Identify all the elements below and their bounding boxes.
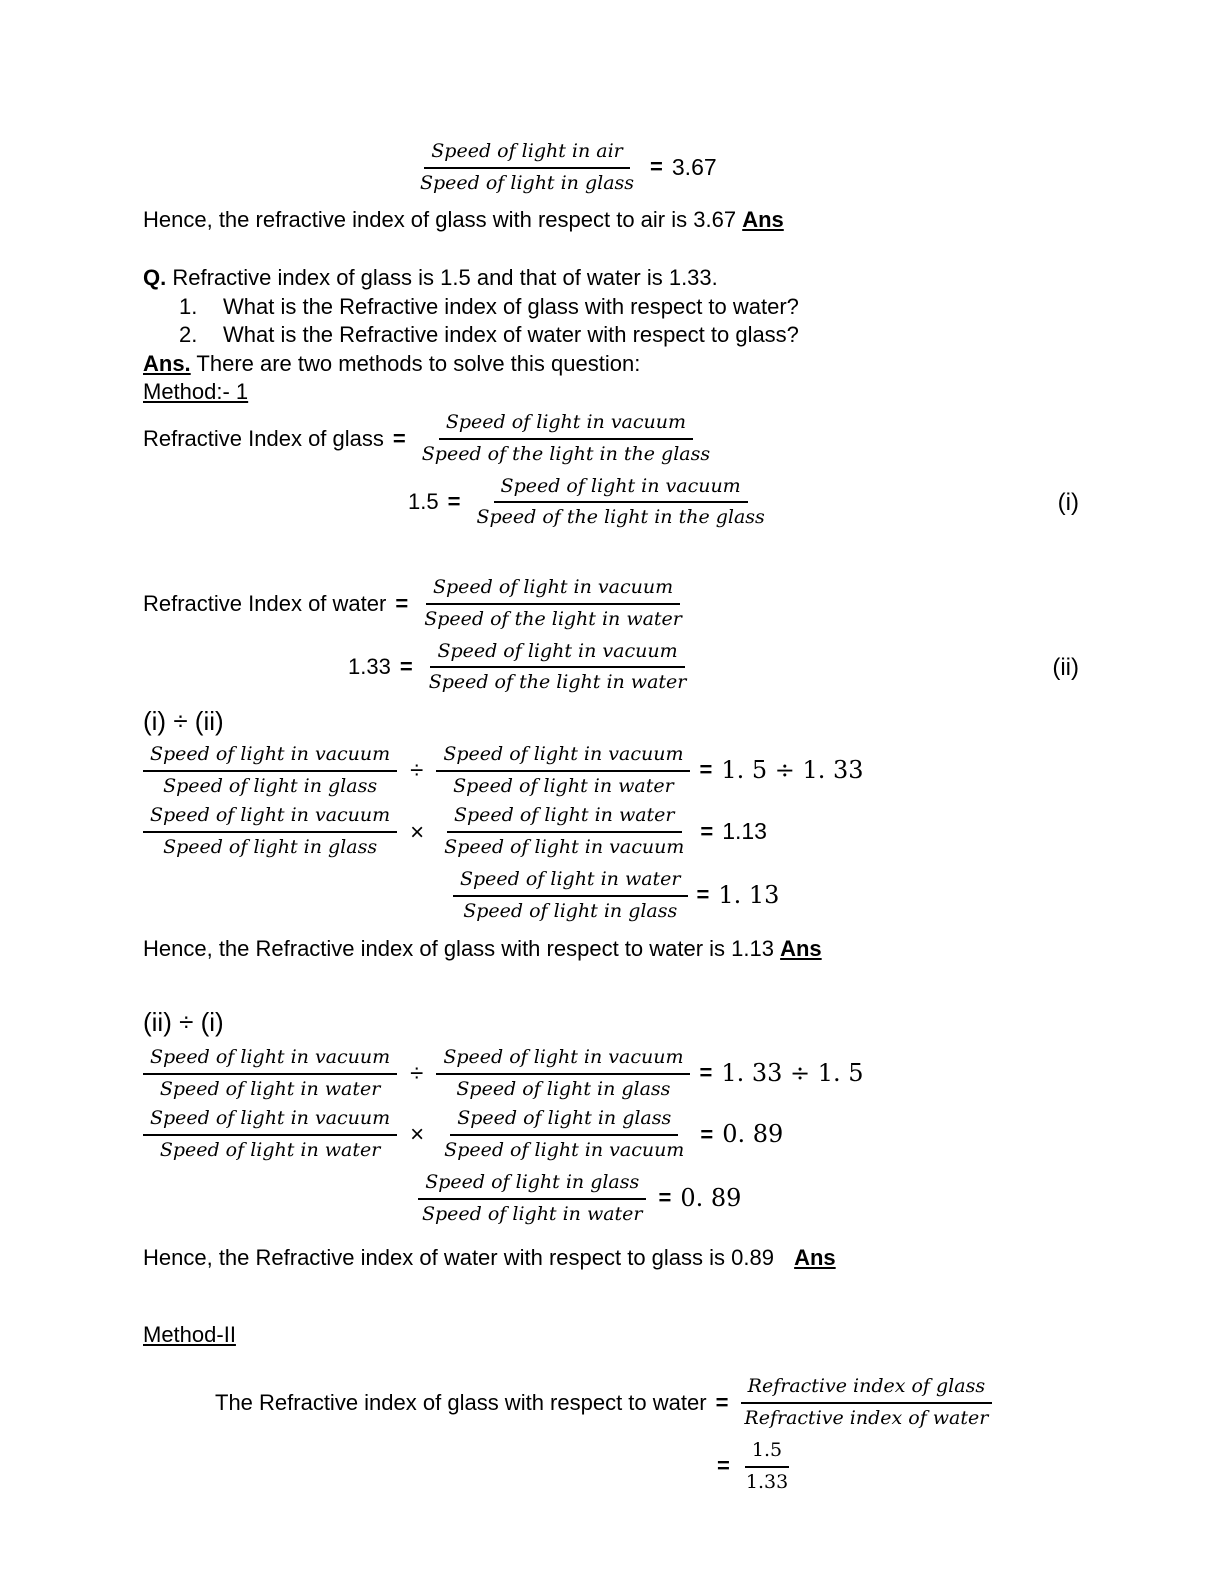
fraction-numerator: Speed of light in vacuum <box>436 743 690 772</box>
result-value: 3.67 <box>671 153 717 180</box>
fraction-numerator: Speed of light in water <box>447 804 682 833</box>
fraction-vacuum-glass <box>436 1046 690 1102</box>
question-label: Q. <box>143 265 167 291</box>
fraction-denominator: Refractive index of water <box>744 1407 989 1430</box>
fraction-numerator: Speed of light in air <box>424 140 629 169</box>
fraction-numerator: 1.5 <box>745 1439 789 1468</box>
equation-multiplication-step-1 <box>143 804 1081 860</box>
fraction-denominator: Speed of light in vacuum <box>444 836 685 859</box>
result-value: 0. 89 <box>722 1120 784 1149</box>
fraction-denominator: Speed of the light in the glass <box>476 506 765 529</box>
statement-hence-glass-water <box>143 935 1081 964</box>
result-value: 1. 5 ÷ 1. 33 <box>721 756 864 785</box>
method1-heading: Method:- 1 <box>143 379 249 405</box>
fraction-numerator: Speed of light in vacuum <box>426 576 680 605</box>
fraction-refractive-indices <box>737 1375 995 1431</box>
operation-heading-ii-div-i: (ii) ÷ (i) <box>143 1006 224 1037</box>
equation-glass-index <box>143 411 1081 467</box>
fraction-air-glass <box>413 140 641 196</box>
fraction-vacuum-water <box>143 1107 397 1163</box>
fraction-denominator: Speed of the light in water <box>428 671 687 694</box>
fraction-numerator: Speed of light in vacuum <box>143 1046 397 1075</box>
fraction-numerator: Refractive index of glass <box>741 1375 992 1404</box>
fraction-denominator: Speed of light in vacuum <box>444 1139 685 1161</box>
fraction-glass-water <box>415 1171 650 1227</box>
equals-sign: = <box>658 1185 672 1211</box>
equation-method2-values <box>708 1439 1081 1495</box>
fraction-denominator: 1.33 <box>745 1470 789 1493</box>
fraction-numerator: Speed of light in vacuum <box>143 1107 397 1136</box>
answer-intro-text: There are two methods to solve this question: <box>196 350 641 376</box>
fraction-numerator: Speed of light in vacuum <box>143 743 397 772</box>
divide-operator: ÷ <box>410 1059 424 1087</box>
list-marker: 2. <box>179 322 198 348</box>
equals-sign: = <box>650 154 663 180</box>
list-marker: 1. <box>179 293 198 319</box>
method2-heading: Method-II <box>143 1321 236 1347</box>
multiply-operator: × <box>410 1121 425 1149</box>
equals-sign: = <box>717 1453 730 1479</box>
equals-sign: = <box>696 882 710 908</box>
fraction-denominator: Speed of light in glass <box>163 774 378 797</box>
result-value: 1. 33 ÷ 1. 5 <box>721 1058 864 1087</box>
ans-label: Ans. <box>143 350 191 376</box>
statement-hence-air <box>143 206 1081 235</box>
fraction-numerator: Speed of light in vacuum <box>436 1046 690 1075</box>
equation-label: Refractive Index of glass <box>143 425 384 451</box>
list-text: What is the Refractive index of glass with respect to water? <box>223 293 799 319</box>
list-text: What is the Refractive index of water with respect to glass? <box>223 322 799 348</box>
equation-water-index <box>143 576 1081 632</box>
fraction-denominator: Speed of light in water <box>159 1139 381 1161</box>
equals-sign: = <box>699 1060 713 1086</box>
equals-sign: = <box>447 489 461 515</box>
equation-tag-ii: (ii) <box>1052 653 1079 681</box>
fraction-numerator: Speed of light in glass <box>450 1107 678 1136</box>
fraction-vacuum-water <box>436 743 690 799</box>
fraction-denominator: Speed of the light in water <box>424 607 682 630</box>
result-value: 1.13 <box>722 818 767 845</box>
multiply-operator: × <box>410 818 425 846</box>
fraction-water-glass <box>453 868 688 924</box>
ans-label: Ans <box>742 206 784 232</box>
equation-label: The Refractive index of glass with respect to water <box>215 1389 707 1415</box>
equation-multiplication-step-2 <box>143 1107 1081 1163</box>
divide-operator: ÷ <box>410 757 424 785</box>
hence-text: Hence, the Refractive index of water with respect to glass is 0.89 <box>143 1245 774 1271</box>
result-value: 1. 13 <box>718 881 780 910</box>
equation-lhs: 1.5 <box>408 489 439 515</box>
equation-method2-definition <box>215 1375 1081 1431</box>
fraction-numeric-values <box>739 1439 795 1495</box>
hence-text: Hence, the Refractive index of glass with respect to water is 1.13 <box>143 936 774 962</box>
fraction-water-vacuum <box>437 804 691 860</box>
fraction-denominator: Speed of light in glass <box>163 836 378 859</box>
fraction-vacuum-water <box>417 576 689 632</box>
fraction-vacuum-glass <box>143 804 397 860</box>
equation-result-step-1 <box>453 868 1081 924</box>
fraction-numerator: Speed of light in water <box>453 868 688 897</box>
fraction-denominator: Speed of light in water <box>159 1077 381 1100</box>
fraction-denominator: Speed of light in water <box>453 774 674 797</box>
equation-lhs: 1.33 <box>348 654 391 680</box>
equation-air-glass-ratio <box>413 140 1081 196</box>
fraction-denominator: Speed of light in glass <box>463 899 678 922</box>
equals-sign: = <box>700 1121 714 1147</box>
operation-heading-i-div-ii: (i) ÷ (ii) <box>143 706 224 737</box>
equation-tag-i: (i) <box>1057 488 1079 516</box>
equals-sign: = <box>392 425 406 451</box>
fraction-vacuum-water <box>422 640 694 696</box>
fraction-denominator: Speed of light in glass <box>420 171 635 194</box>
equation-water-value <box>348 640 1081 696</box>
fraction-numerator: Speed of light in vacuum <box>439 411 693 440</box>
fraction-numerator: Speed of light in vacuum <box>143 804 397 833</box>
equation-division-step-1 <box>143 743 1081 799</box>
equals-sign: = <box>395 590 409 616</box>
ans-label: Ans <box>780 936 822 962</box>
equation-division-step-2 <box>143 1046 1081 1102</box>
equation-label: Refractive Index of water <box>143 590 387 616</box>
equals-sign: = <box>699 757 713 783</box>
question-text: Refractive index of glass is 1.5 and that of water is 1.33. <box>172 265 718 291</box>
question-item-1 <box>179 293 1081 322</box>
question-item-2 <box>179 321 1081 350</box>
hence-text: Hence, the refractive index of glass with respect to air is 3.67 <box>143 206 737 232</box>
result-value: 0. 89 <box>680 1183 742 1212</box>
equation-result-step-2 <box>415 1171 1081 1227</box>
fraction-glass-vacuum <box>437 1107 691 1163</box>
question-line <box>143 264 1081 293</box>
equals-sign: = <box>399 654 413 680</box>
answer-intro <box>143 350 1081 379</box>
fraction-numerator: Speed of light in vacuum <box>430 640 684 669</box>
fraction-vacuum-glass <box>415 411 717 467</box>
fraction-denominator: Speed of the light in the glass <box>421 442 711 465</box>
fraction-numerator: Speed of light in vacuum <box>494 475 748 504</box>
ans-label: Ans <box>794 1245 836 1271</box>
fraction-numerator: Speed of light in glass <box>418 1171 646 1200</box>
fraction-denominator: Speed of light in water <box>422 1202 643 1225</box>
equals-sign: = <box>715 1389 729 1415</box>
equation-glass-value <box>408 475 1081 531</box>
fraction-vacuum-glass <box>469 475 771 531</box>
fraction-denominator: Speed of light in glass <box>456 1077 671 1100</box>
fraction-vacuum-glass <box>143 743 397 799</box>
equals-sign: = <box>700 818 714 844</box>
fraction-vacuum-water <box>143 1046 397 1102</box>
statement-hence-water-glass <box>143 1244 1081 1273</box>
